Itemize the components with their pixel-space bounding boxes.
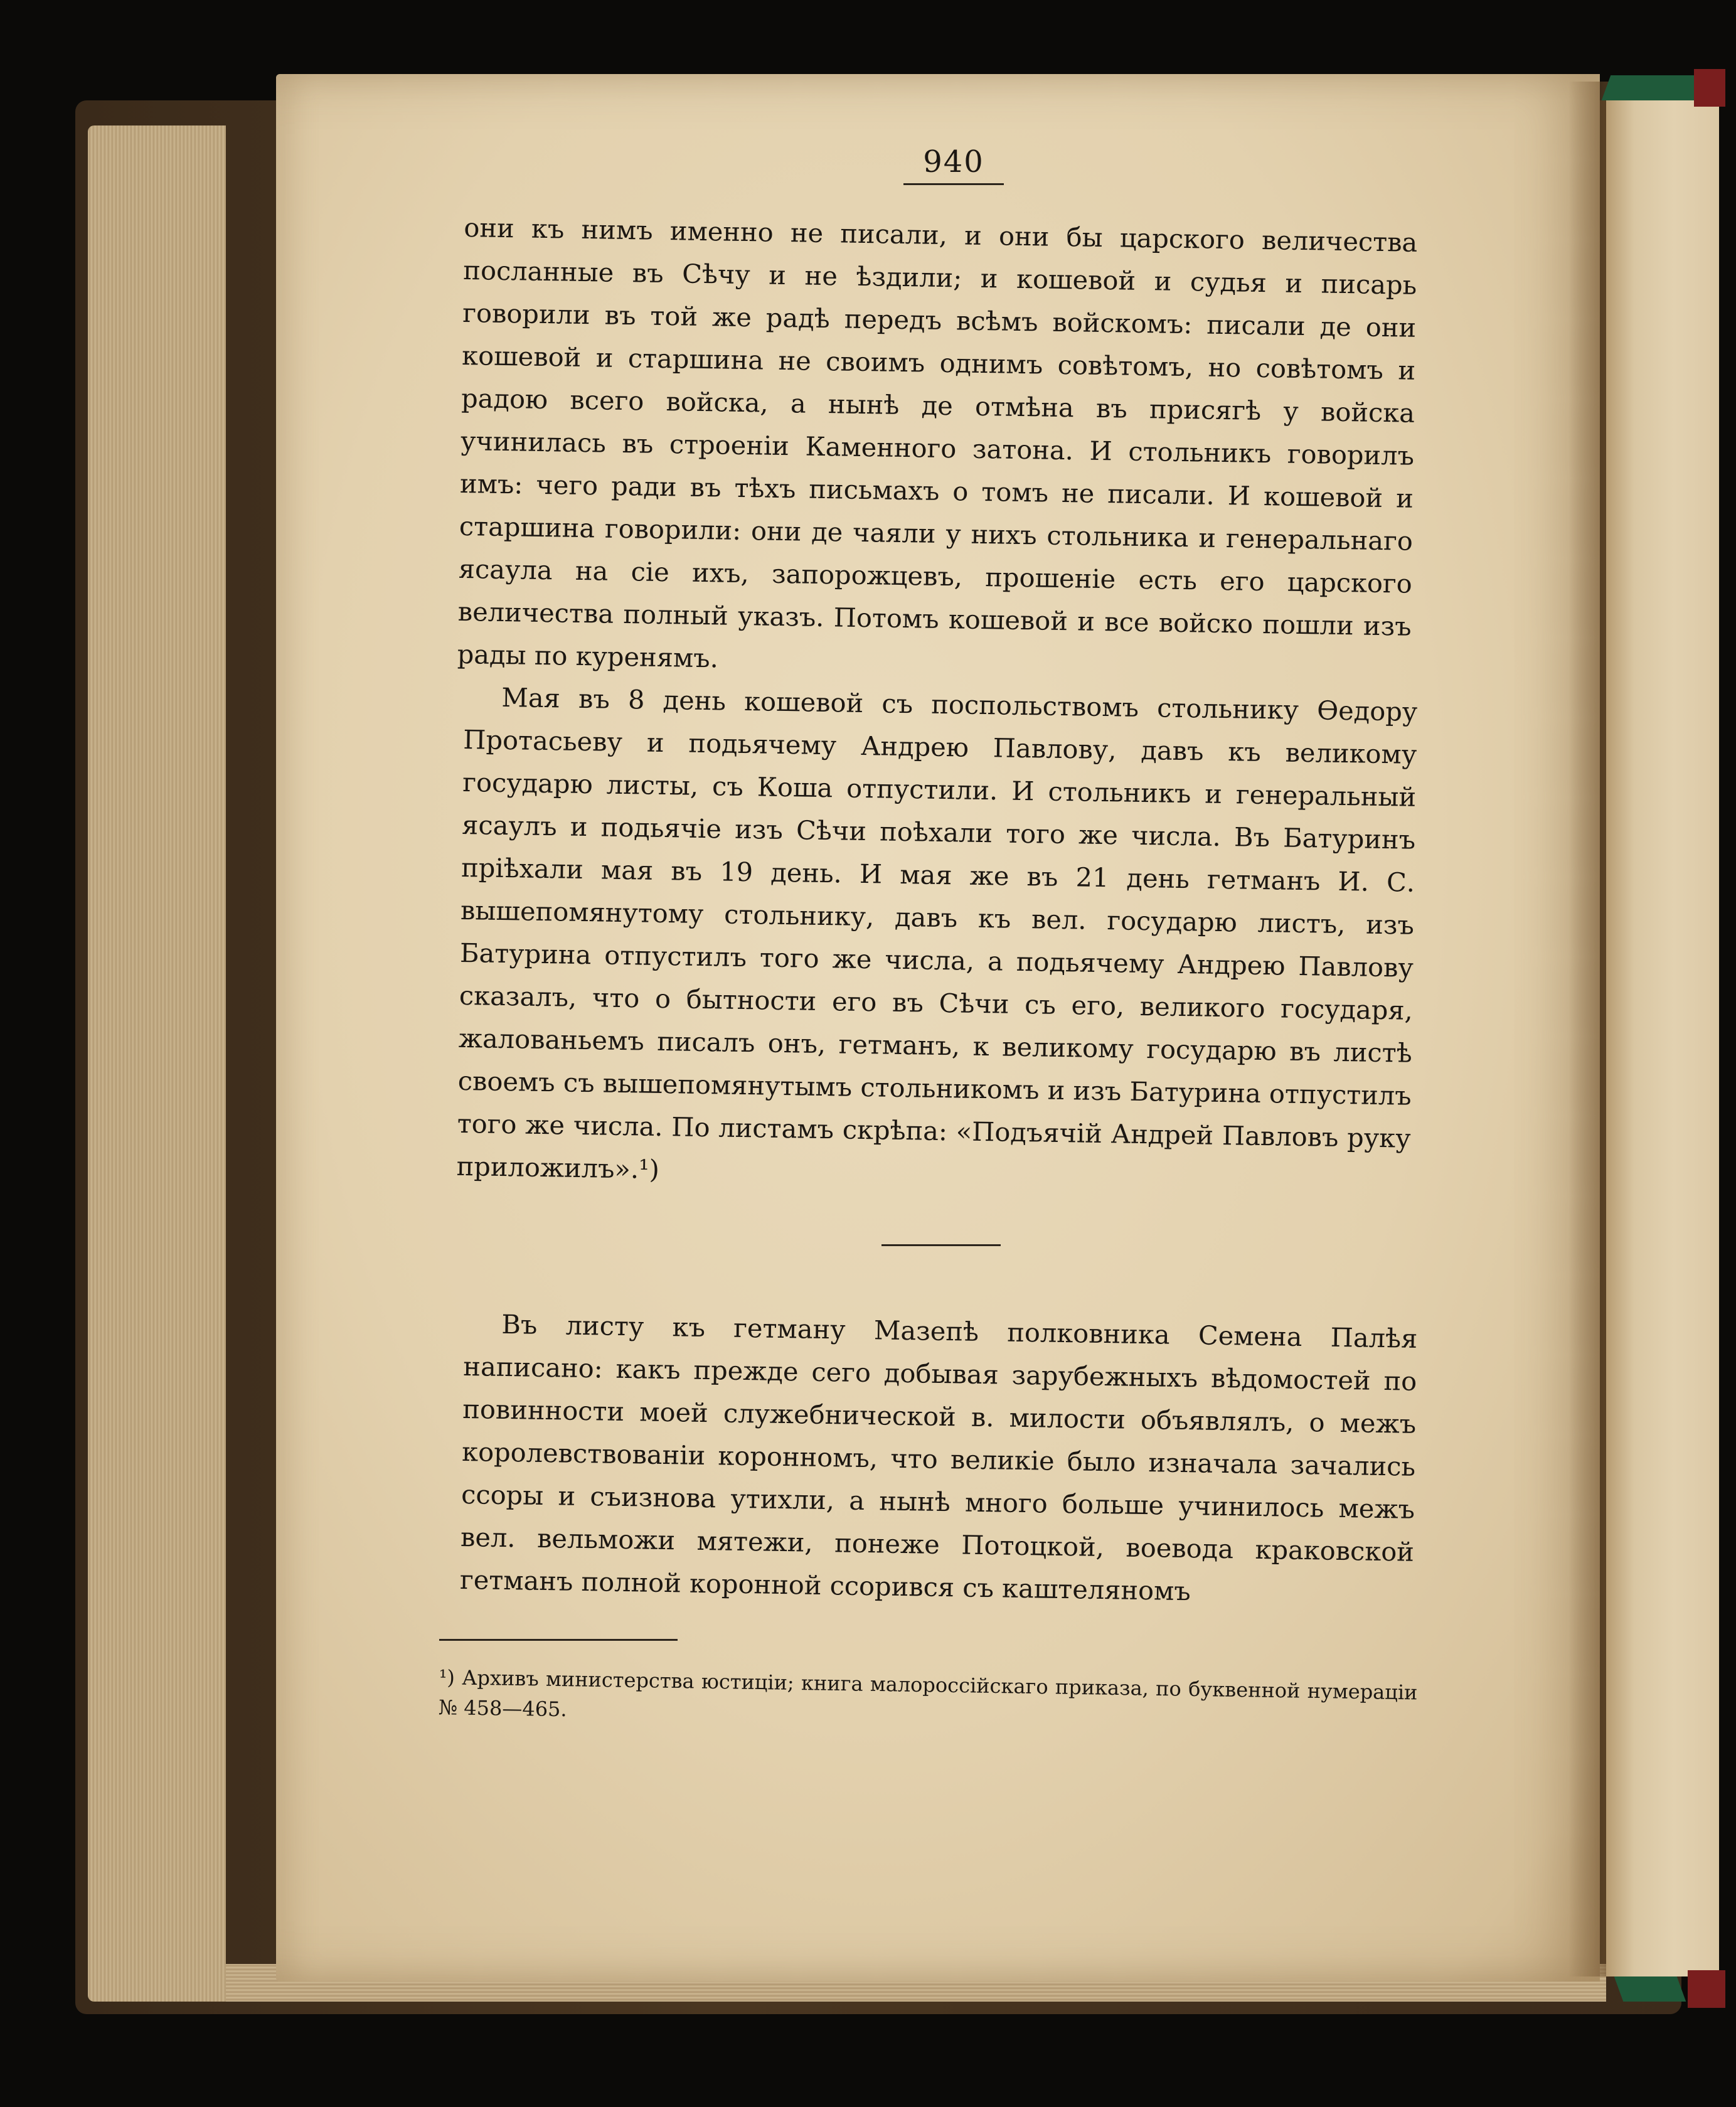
red-bookmark-ribbon <box>1694 69 1725 107</box>
body-paragraph-3: Въ листу къ гетману Мазепѣ полковника Семена Палѣя написано: какъ прежде сего добывая зарубежныхъ вѣдомостей по повинности моей служебнической в. милости объявлялъ, о межъ королевствованіи коронномъ, что великіе было изначала зачались ссоры и съизнова утихли, а нынѣ много больше учинилось межъ вел. вельможи мятежи, понеже Потоцкой, воевода краковской гетманъ полной коронной ссорився съ каштеляномъ <box>459 1308 1418 1607</box>
green-bookmark-ribbon-bottom <box>1614 1976 1686 2002</box>
footnote-text: Архивъ министерства юстиціи; книга малороссійскаго приказа, по буквенной нумераціи № 458—465. <box>438 1665 1418 1722</box>
red-bookmark-ribbon-bottom <box>1688 1970 1725 2008</box>
page-number: 940 <box>923 144 984 179</box>
footnote-marker: ¹) <box>439 1665 455 1690</box>
page-edges-left <box>88 125 226 2002</box>
facing-page-edge <box>1606 94 1719 1976</box>
footnote-rule <box>439 1639 678 1641</box>
page-number-rule <box>903 183 1004 185</box>
section-divider <box>881 1244 1001 1246</box>
body-paragraph-2: Мая въ 8 день кошевой съ поспольствомъ стольнику Ѳедору Протасьеву и подьячему Андрею Павлову, давъ къ великому государю листы, съ Коша отпустили. И стольникъ и генеральный ясаулъ и подьячіе изъ Сѣчи поѣхали того же числа. Въ Батуринъ пріѣхали мая въ 19 день. И мая же въ 21 день гетманъ И. С. вышепомянутому стольнику, давъ къ вел. государю листъ, изъ Батурина отпустилъ того же числа, а подьячему Андрею Павлову сказалъ, что о бытности его въ Сѣчи съ его, великого государя, жалованьемъ писалъ онъ, гетманъ, к великому государю въ листѣ своемъ съ вышепомянутымъ стольникомъ и изъ Батурина отпустилъ того же числа. По листамъ скрѣпа: «Подъячій Андрей Павловъ руку приложилъ».¹) <box>456 681 1418 1185</box>
green-bookmark-ribbon <box>1602 75 1705 100</box>
body-paragraph-1: они къ нимъ именно не писали, и они бы царского величества посланные въ Сѣчу и не ѣздили; и кошевой и судья и писарь говорили въ той же радѣ передъ всѣмъ войскомъ: писали де они кошевой и старшина не своимъ однимъ совѣтомъ, но совѣтомъ и радою всего войска, а нынѣ де отмѣна въ присягѣ у войска учинилась въ строеніи Каменного затона. И стольникъ говорилъ имъ: чего ради въ тѣхъ письмахъ о томъ не писали. И кошевой и старшина говорили: они де чаяли у нихъ стольника и генеральнаго ясаула на сіе ихъ, запорожцевъ, прошеніе есть его царского величества полный указъ. Потомъ кошевой и все войско пошли изъ рады по куренямъ. <box>457 211 1418 674</box>
page-text <box>438 144 1418 1722</box>
